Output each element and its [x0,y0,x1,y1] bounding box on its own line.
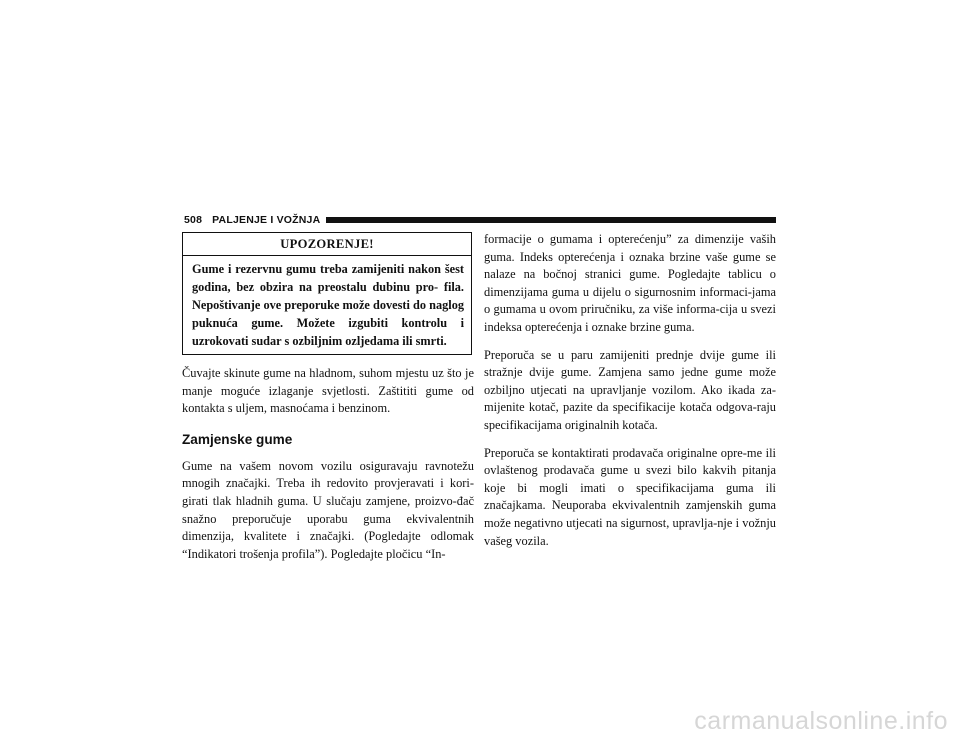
right-column [484,231,776,560]
storage-paragraph: Čuvajte skinute gume na hladnom, suhom mjestu uz što je manje moguće izlaganje svjetlosti. Zaštititi gume od kontakta s uljem, masnoćama i benzinom. [182,366,474,416]
warning-text [192,260,464,350]
left-column [182,232,474,573]
dealer-paragraph: Preporuča se kontaktirati prodavača originalne opre-me ili ovlaštenog prodavača gume u svezi bilo kakvih pitanja koje bi mogli imati o specifikacijama guma ili značajkama. Neuporaba ekvivalentnih zamjenskih guma može negativno utjecati na sigurnost, upravlja-nje i vožnju vašeg vozila. [484,445,776,548]
section-title: PALJENJE I VOŽNJA [212,214,321,226]
warning-line: fila. Nepoštivanje ove preporuke može dovesti do [192,280,464,312]
page-header [184,214,776,226]
warning-line: naglog puknuća gume. Možete izgubiti kontrolu i [192,298,464,330]
warning-line: Gume i rezervnu gumu treba zamijeniti nakon [192,262,441,276]
warning-box [182,232,472,355]
replacement-paragraph: Gume na vašem novom vozilu osiguravaju ravnotežu mnogih značajki. Treba ih redovito provjeravati i kori-girati tlak hladnih guma. U slučaju zamjene, proizvo-đač snažno preporučuje uporabu guma ekvivalentnih dimenzija, kvalitete i značajki. (Pogledajte odlomak “Indikatori trošenja profila”). Pogledajte pločicu “In- [182,458,474,561]
warning-title: UPOZORENJE! [183,233,471,256]
pairs-paragraph: Preporuča se u paru zamijeniti prednje dvije gume ili stražnje dvije gume. Zamjena samo jedne gume može ozbiljno utjecati na upravljanje vozilom. Ako ikada za-mijenite kotač, pazite da specifikacije kotača odgova-raju specifikacijama originalnih kotača. [484,347,776,432]
warning-line: šest godina, bez obzira na preostalu dubinu pro- [192,262,464,294]
continued-paragraph: formacije o gumama i opterećenju” za dimenzije vaših guma. Indeks opterećenja i oznaka brzine vaše gume se nalaze na bočnoj stranici gume. Pogledajte tablicu o dimenzijama guma u dijelu o sigurnosnim informaci-jama o gumama u ovom priručniku, za više informa-cija u svezi indeksa opterećenja i oznake brzine guma. [484,232,776,334]
warning-line: uzrokovati sudar s ozbiljnim ozljedama ili smrti. [192,334,447,348]
watermark: carmanualsonline.info [694,707,948,735]
page-number: 508 [184,214,203,226]
header-rule [326,217,776,223]
section-heading: Zamjenske gume [182,431,293,447]
